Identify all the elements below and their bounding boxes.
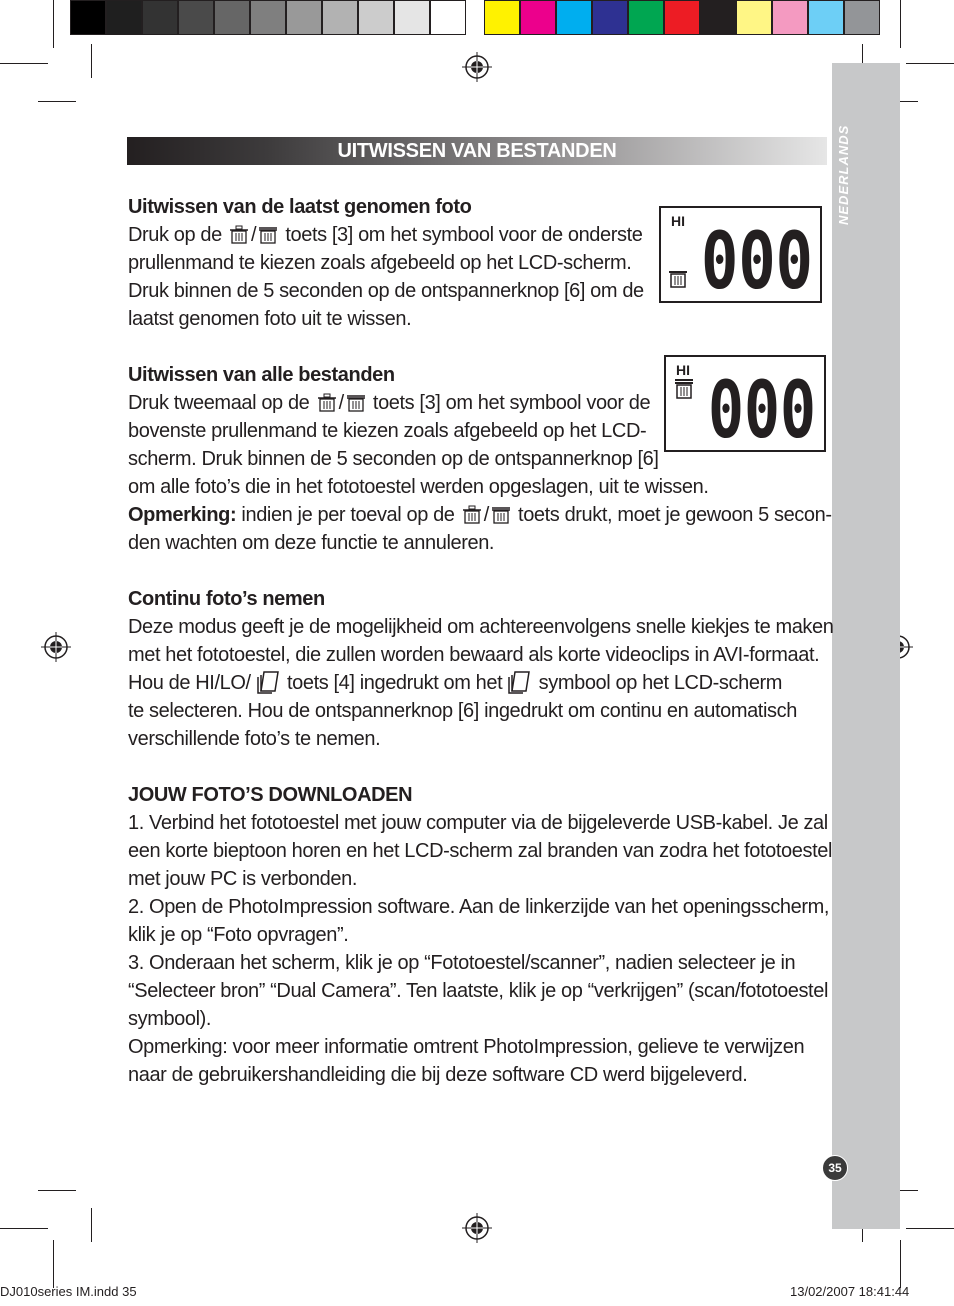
crop-mark <box>91 44 92 78</box>
paragraph-line: Deze modus geeft je de mogelijkheid om achtereenvolgens snelle kiekjes te maken <box>128 616 834 638</box>
trash-icon <box>675 380 693 398</box>
crop-mark <box>38 1190 76 1191</box>
paragraph-line: prullenmand te kiezen zoals afgebeeld op het LCD-scherm. <box>128 252 632 274</box>
trash-icon <box>256 225 280 245</box>
color-swatch <box>214 0 250 35</box>
crop-mark <box>53 0 54 48</box>
continuous-shot-icon <box>507 669 533 695</box>
crop-mark <box>0 63 48 64</box>
note-line: den wachten om deze functie te annuleren. <box>128 532 495 554</box>
color-swatch <box>772 0 808 35</box>
color-swatch <box>250 0 286 35</box>
crop-mark <box>0 1228 48 1229</box>
paragraph-line: verschillende foto’s te nemen. <box>128 728 381 750</box>
color-swatch <box>484 0 520 35</box>
color-swatch <box>592 0 628 35</box>
paragraph-line: Druk binnen de 5 seconden op de ontspannerknop [6] om de <box>128 280 644 302</box>
color-swatch <box>142 0 178 35</box>
registration-mark-icon <box>462 1213 492 1243</box>
color-swatch <box>664 0 700 35</box>
color-swatch <box>844 0 880 35</box>
heading-continuous: Continu foto’s nemen <box>128 588 325 610</box>
paragraph-line: laatst genomen foto uit te wissen. <box>128 308 412 330</box>
lcd-screen-top-trash <box>664 355 826 456</box>
paragraph-line: met het fototoestel, die zullen worden bewaard als korte videoclips in AVI-formaat. <box>128 644 820 666</box>
paragraph-line: Druk tweemaal op de / toets [3] om het symbool voor de <box>128 392 651 414</box>
color-swatch <box>358 0 394 35</box>
crop-mark <box>91 1208 92 1242</box>
paragraph-line: te selecteren. Hou de ontspannerknop [6] ingedrukt om continu en automatisch <box>128 700 797 722</box>
registration-mark-icon <box>462 52 492 82</box>
registration-mark-icon <box>41 632 71 662</box>
section-title: UITWISSEN VAN BESTANDEN <box>337 139 617 162</box>
paragraph-line: Opmerking: voor meer informatie omtrent PhotoImpression, gelieve te verwijzen <box>128 1036 805 1058</box>
color-swatch <box>430 0 466 35</box>
paragraph-line: naar de gebruikershandleiding die bij deze software CD werd bijgeleverd. <box>128 1064 748 1086</box>
crop-mark <box>900 0 901 48</box>
lcd-display <box>661 208 820 307</box>
lcd-mode: HI <box>671 213 685 229</box>
color-swatch <box>736 0 772 35</box>
color-swatch <box>106 0 142 35</box>
paragraph-line: scherm. Druk binnen de 5 seconden op de ontspannerknop [6] <box>128 448 659 470</box>
footer-datetime: 13/02/2007 18:41:44 <box>790 1284 910 1299</box>
trash-icon <box>315 393 339 413</box>
color-swatch <box>70 0 106 35</box>
crop-mark <box>906 1228 954 1229</box>
color-swatch <box>322 0 358 35</box>
crop-mark <box>900 1240 901 1288</box>
trash-icon <box>460 505 484 525</box>
color-swatch <box>556 0 592 35</box>
color-swatch <box>394 0 430 35</box>
trash-icon <box>344 393 368 413</box>
crop-mark <box>906 63 954 64</box>
heading-download: JOUW FOTO’S DOWNLOADEN <box>128 784 413 806</box>
paragraph-line: Druk op de / toets [3] om het symbool voor de onderste <box>128 224 643 246</box>
color-swatch <box>700 0 736 35</box>
section-header <box>127 137 827 165</box>
color-swatch <box>178 0 214 35</box>
lcd-display <box>666 357 824 456</box>
paragraph-line: 2. Open de PhotoImpression software. Aan de linkerzijde van het openingsscherm, <box>128 896 830 918</box>
lcd-counter: 000 <box>701 217 813 307</box>
trash-icon <box>669 272 687 287</box>
paragraph-line: met jouw PC is verbonden. <box>128 868 358 890</box>
paragraph-line: 3. Onderaan het scherm, klik je op “Fototoestel/scanner”, nadien selecteer je in <box>128 952 796 974</box>
crop-mark <box>38 101 76 102</box>
color-swatch <box>520 0 556 35</box>
color-swatch <box>286 0 322 35</box>
crop-mark <box>53 1240 54 1288</box>
note-line: Opmerking: indien je per toeval op de / toets drukt, moet je gewoon 5 secon- <box>128 504 832 526</box>
paragraph-line: 1. Verbind het fototoestel met jouw computer via de bijgeleverde USB-kabel. Je zal <box>128 812 828 834</box>
heading-delete-last: Uitwissen van de laatst genomen foto <box>128 196 472 218</box>
lcd-mode: HI <box>676 362 690 378</box>
paragraph-line: bovenste prullenmand te kiezen zoals afgebeeld op het LCD- <box>128 420 647 442</box>
language-tab-label: NEDERLANDS <box>836 124 851 225</box>
paragraph-line: Hou de HI/LO/ toets [4] ingedrukt om het symbool op het LCD-scherm <box>128 669 782 697</box>
process-color-bar <box>484 0 880 38</box>
paragraph-line: symbool). <box>128 1008 212 1030</box>
paragraph-line: “Selecteer bron” “Dual Camera”. Ten laatste, klik je op “verkrijgen” (scan/fototoestel <box>128 980 828 1002</box>
trash-icon <box>227 225 251 245</box>
paragraph-line: een korte bieptoon horen en het LCD-scherm zal branden van zodra het fototoestel <box>128 840 833 862</box>
grayscale-color-bar <box>70 0 466 38</box>
paragraph-line: klik je op “Foto opvragen”. <box>128 924 349 946</box>
color-swatch <box>808 0 844 35</box>
continuous-shot-icon <box>256 669 282 695</box>
language-side-strip <box>832 63 900 1229</box>
heading-delete-all: Uitwissen van alle bestanden <box>128 364 395 386</box>
paragraph-line: om alle foto’s die in het fototoestel werden opgeslagen, uit te wissen. <box>128 476 709 498</box>
page-number: 35 <box>822 1155 848 1181</box>
lcd-screen-bottom-trash <box>659 206 822 307</box>
footer-filename: DJ010series IM.indd 35 <box>0 1284 137 1299</box>
color-swatch <box>628 0 664 35</box>
lcd-counter: 000 <box>708 366 816 456</box>
trash-icon <box>489 505 513 525</box>
